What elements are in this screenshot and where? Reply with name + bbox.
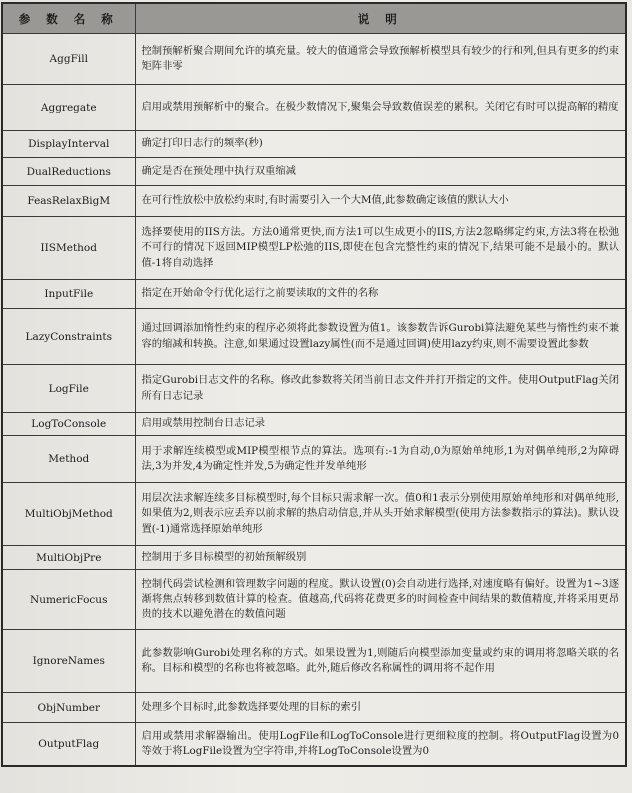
- header-param-name: 参 数 名 称: [2, 3, 135, 34]
- table-row: [2, 546, 626, 570]
- table-row: [2, 158, 626, 186]
- table-body: [2, 34, 626, 766]
- param-name: MultiObjMethod: [2, 483, 135, 546]
- param-name: OutputFlag: [2, 723, 135, 766]
- table-row: [2, 436, 626, 483]
- param-name: LogFile: [2, 365, 135, 413]
- table-row: [2, 217, 626, 280]
- table-row: [2, 34, 626, 85]
- table-row: [2, 85, 626, 131]
- table-row: [2, 723, 626, 766]
- param-name: MultiObjPre: [2, 546, 135, 570]
- param-description: 此参数影响Gurobi处理名称的方式。如果设置为1,则随后向模型添加变量或约束的调用将忽略关联的名称。目标和模型的名称也将被忽略。此外,随后修改名称属性的调用将不起作用: [135, 630, 626, 693]
- param-description: 在可行性放松中放松约束时,有时需要引入一个大M值,此参数确定该值的默认大小: [135, 186, 626, 217]
- table-row: [2, 131, 626, 158]
- param-description: 用层次法求解连续多目标模型时,每个目标只需求解一次。值0和1表示分别使用原始单纯形和对偶单纯形,如果值为2,则表示应丢弃以前求解的热启动信息,并从头开始求解模型(使用方法参数指示的算法)。默认设置(-1)通常选择原始单纯形: [135, 483, 626, 546]
- param-name: LazyConstraints: [2, 309, 135, 365]
- param-name: IgnoreNames: [2, 630, 135, 693]
- table-row: [2, 483, 626, 546]
- param-name: FeasRelaxBigM: [2, 186, 135, 217]
- table-row: [2, 630, 626, 693]
- table-row: [2, 413, 626, 436]
- param-description: 指定Gurobi日志文件的名称。修改此参数将关闭当前日志文件并打开指定的文件。使用OutputFlag关闭所有日志记录: [135, 365, 626, 413]
- table-row: [2, 186, 626, 217]
- param-description: 启用或禁用预解析中的聚合。在极少数情况下,聚集会导致数值误差的累积。关闭它有时可以提高解的精度: [135, 85, 626, 131]
- param-name: InputFile: [2, 280, 135, 309]
- param-description: 用于求解连续模型或MIP模型根节点的算法。选项有:-1为自动,0为原始单纯形,1为对偶单纯形,2为障碍法,3为并发,4为确定性并发,5为确定性并发单纯形: [135, 436, 626, 483]
- table-row: [2, 570, 626, 630]
- param-description: 确定是否在预处理中执行双重缩减: [135, 158, 626, 186]
- table-row: [2, 693, 626, 723]
- param-name: Aggregate: [2, 85, 135, 131]
- table-row: [2, 309, 626, 365]
- param-name: Method: [2, 436, 135, 483]
- table-header-row: [2, 3, 626, 34]
- param-description: 启用或禁用控制台日志记录: [135, 413, 626, 436]
- param-name: DualReductions: [2, 158, 135, 186]
- param-name: ObjNumber: [2, 693, 135, 723]
- parameter-table: [1, 2, 627, 767]
- param-name: IISMethod: [2, 217, 135, 280]
- param-name: DisplayInterval: [2, 131, 135, 158]
- param-description: 控制预解析聚合期间允许的填充量。较大的值通常会导致预解析模型具有较少的行和列,但具有更多的约束矩阵非零: [135, 34, 626, 85]
- header-description: 说 明: [135, 3, 626, 34]
- param-description: 控制代码尝试检测和管理数字问题的程度。默认设置(0)会自动进行选择,对速度略有偏好。设置为1~3逐渐将焦点转移到数值计算的检查。值越高,代码将花费更多的时间检查中间结果的数值精度,并将采用更昂贵的技术以避免潜在的数值问题: [135, 570, 626, 630]
- table-row: [2, 365, 626, 413]
- param-description: 通过回调添加惰性约束的程序必须将此参数设置为值1。该参数告诉Gurobi算法避免某些与惰性约束不兼容的缩减和转换。注意,如果通过设置lazy属性(而不是通过回调)使用lazy约束,则不需要设置此参数: [135, 309, 626, 365]
- param-name: AggFill: [2, 34, 135, 85]
- param-description: 处理多个目标时,此参数选择要处理的目标的索引: [135, 693, 626, 723]
- param-name: NumericFocus: [2, 570, 135, 630]
- table-row: [2, 280, 626, 309]
- param-description: 指定在开始命令行优化运行之前要读取的文件的名称: [135, 280, 626, 309]
- param-description: 选择要使用的IIS方法。方法0通常更快,而方法1可以生成更小的IIS,方法2忽略绑定约束,方法3将在松弛不可行的情况下返回MIP模型LP松弛的IIS,即使在包含完整性约束的情况下,结果可能不是最小的。默认值-1将自动选择: [135, 217, 626, 280]
- param-description: 控制用于多目标模型的初始预解级别: [135, 546, 626, 570]
- param-name: LogToConsole: [2, 413, 135, 436]
- param-description: 确定打印日志行的频率(秒): [135, 131, 626, 158]
- param-description: 启用或禁用求解器输出。使用LogFile和LogToConsole进行更细粒度的控制。将OutputFlag设置为0等效于将LogFile设置为空字符串,并将LogToConsole设置为0: [135, 723, 626, 766]
